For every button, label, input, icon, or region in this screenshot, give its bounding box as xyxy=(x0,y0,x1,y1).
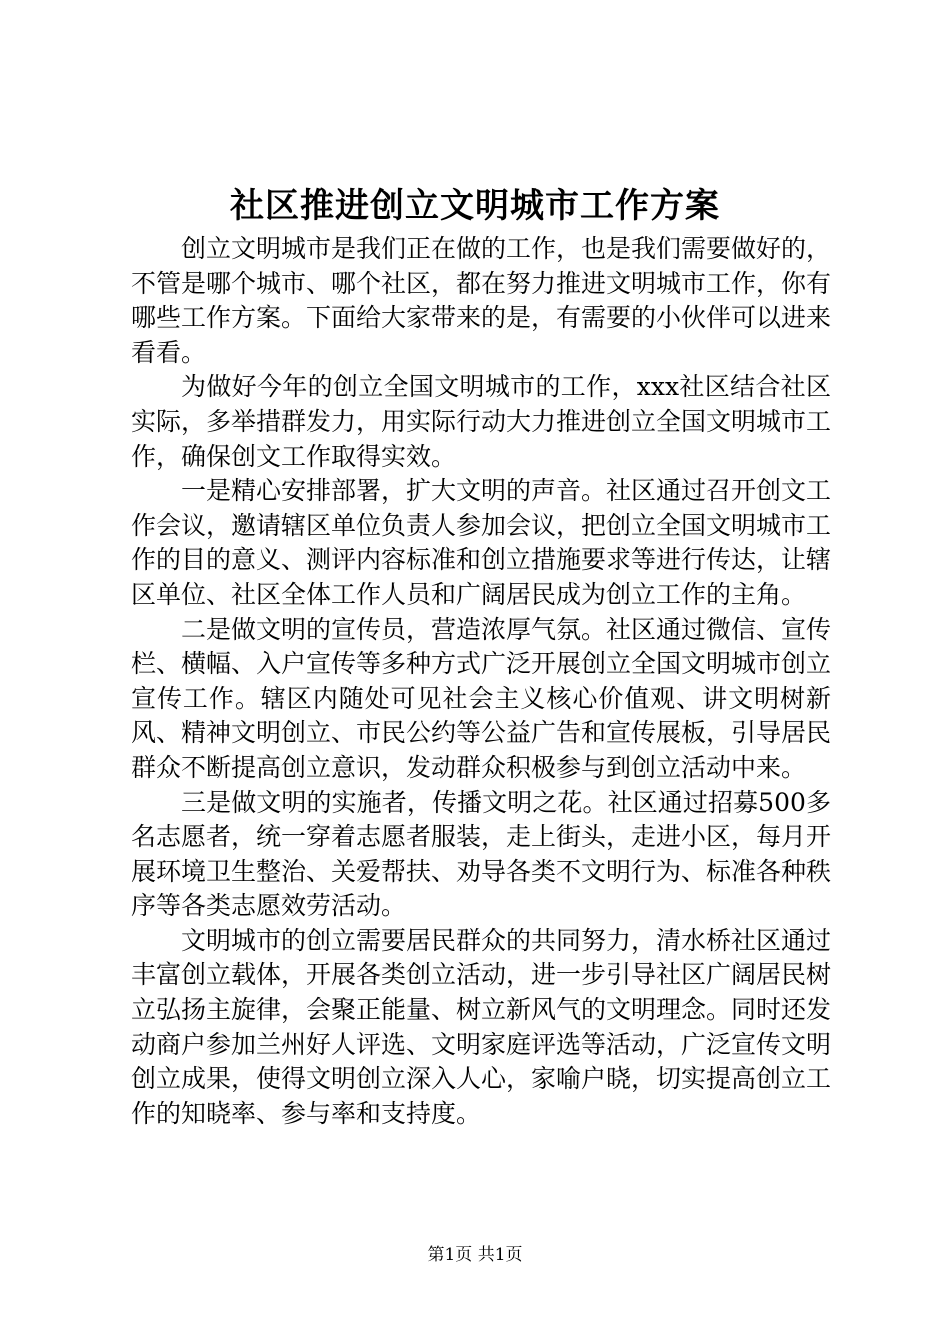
document-title: 社区推进创立文明城市工作方案 xyxy=(230,186,720,226)
document-body xyxy=(131,232,831,1131)
paragraph-deployment: 一是精心安排部署，扩大文明的声音。社区通过召开创文工作会议，邀请辖区单位负责人参加会议，把创立全国文明城市工作的目的意义、测评内容标准和创立措施要求等进行传达，让辖区单位、社区全体工作人员和广阔居民成为创立工作的主角。 xyxy=(131,476,832,609)
paragraph-overview: 为做好今年的创立全国文明城市的工作，xxx社区结合社区实际，多举措群发力，用实际行动大力推进创立全国文明城市工作，确保创文工作取得实效。 xyxy=(131,372,832,471)
paragraph-conclusion: 文明城市的创立需要居民群众的共同努力，清水桥社区通过丰富创立载体，开展各类创立活动，进一步引导社区广阔居民树立弘扬主旋律，会聚正能量、树立新风气的文明理念。同时还发动商户参加兰州好人评选、文明家庭评选等活动，广泛宣传文明创立成果，使得文明创立深入人心，家喻户晓，切实提高创立工作的知晓率、参与率和支持度。 xyxy=(131,925,832,1128)
paragraph-volunteers: 三是做文明的实施者，传播文明之花。社区通过招募500多名志愿者，统一穿着志愿者服装，走上街头，走进小区，每月开展环境卫生整治、关爱帮扶、劝导各类不文明行为、标准各种秩序等各类志愿效劳活动。 xyxy=(131,787,832,921)
paragraph-publicity: 二是做文明的宣传员，营造浓厚气氛。社区通过微信、宣传栏、横幅、入户宣传等多种方式广泛开展创立全国文明城市创立宣传工作。辖区内随处可见社会主义核心价值观、讲文明树新风、精神文明创立、市民公约等公益广告和宣传展板，引导居民群众不断提高创立意识，发动群众积极参与到创立活动中来。 xyxy=(131,614,832,782)
page-number-footer: 第1页 共1页 xyxy=(427,1245,523,1265)
paragraph-intro: 创立文明城市是我们正在做的工作，也是我们需要做好的，不管是哪个城市、哪个社区，都在努力推进文明城市工作，你有哪些工作方案。下面给大家带来的是，有需要的小伙伴可以进来看看。 xyxy=(131,234,832,367)
